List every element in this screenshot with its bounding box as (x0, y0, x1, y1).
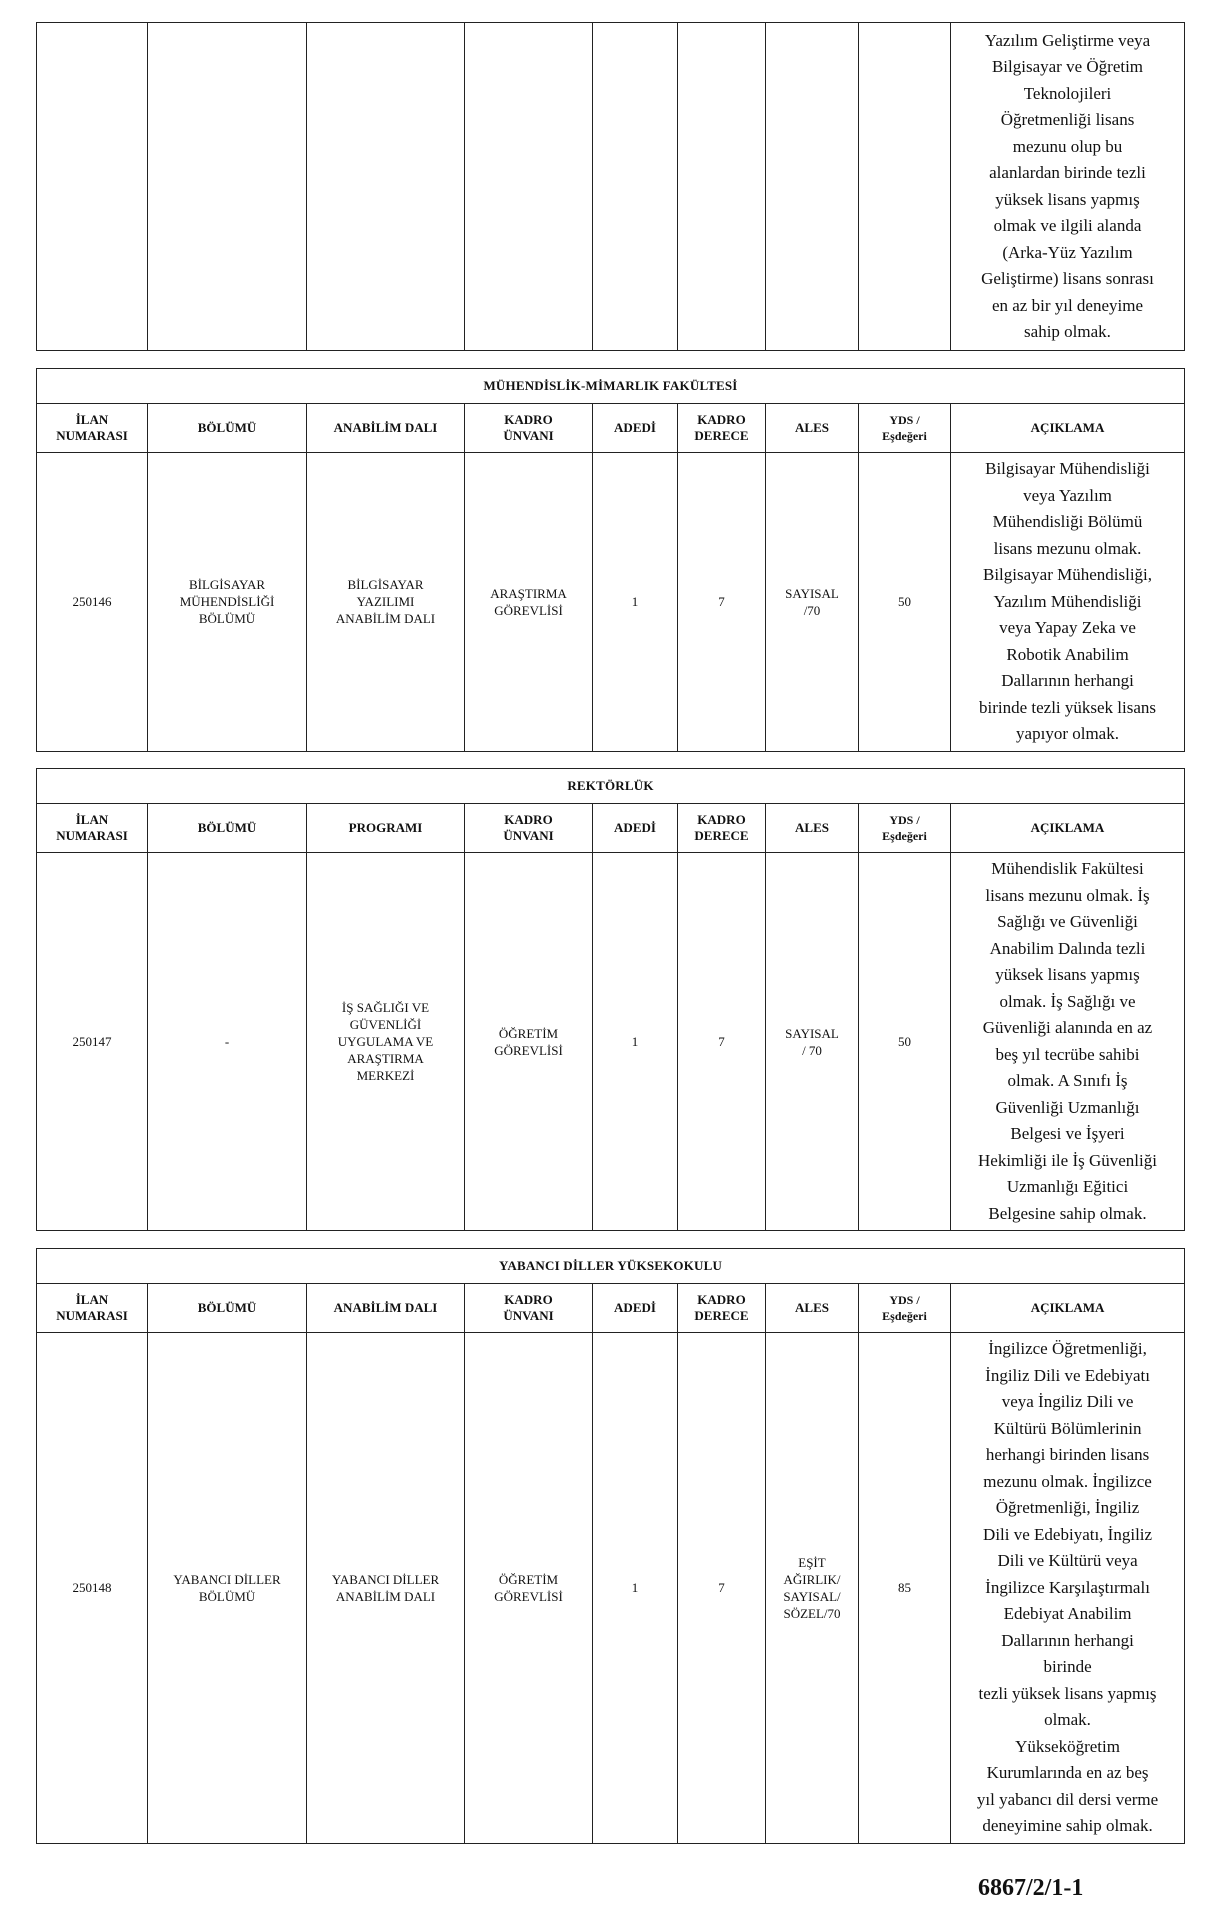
col-yds: YDS / Eşdeğeri (859, 404, 951, 453)
adedi-cell: 1 (593, 853, 678, 1231)
table-row (37, 853, 1185, 1231)
col-ales: ALES (766, 1284, 859, 1333)
section-title: YABANCI DİLLER YÜKSEKOKULU (37, 1249, 1185, 1284)
col-kadro-derece: KADRO DERECE (678, 804, 766, 853)
ilan-no-cell: 250147 (37, 853, 148, 1231)
ales-cell: EŞİT AĞIRLIK/ SAYISAL/ SÖZEL/70 (766, 1333, 859, 1844)
col-bolumu: BÖLÜMÜ (148, 404, 307, 453)
col-anabilim-dali: ANABİLİM DALI (307, 1284, 465, 1333)
col-bolumu: BÖLÜMÜ (148, 804, 307, 853)
ales-cell: SAYISAL / 70 (766, 853, 859, 1231)
col-yds: YDS / Eşdeğeri (859, 804, 951, 853)
col-ales: ALES (766, 404, 859, 453)
col-ilan-numarasi: İLAN NUMARASI (37, 404, 148, 453)
kadro-derece-cell (678, 23, 766, 351)
yds-cell: 50 (859, 853, 951, 1231)
header-row (37, 404, 1185, 453)
col-kadro-derece: KADRO DERECE (678, 1284, 766, 1333)
anabilim-cell: BİLGİSAYAR YAZILIMI ANABİLİM DALI (307, 453, 465, 752)
section-rektorluk (36, 768, 1184, 1231)
col-adedi: ADEDİ (593, 1284, 678, 1333)
col-kadro-unvani: KADRO ÜNVANI (465, 404, 593, 453)
col-kadro-unvani: KADRO ÜNVANI (465, 1284, 593, 1333)
header-row (37, 804, 1185, 853)
ilan-no-cell: 250148 (37, 1333, 148, 1844)
header-row (37, 1284, 1185, 1333)
ilan-no-cell (37, 23, 148, 351)
continuation-table (36, 22, 1184, 351)
section-yabanci-diller (36, 1248, 1184, 1844)
col-aciklama: AÇIKLAMA (951, 404, 1185, 453)
col-yds: YDS / Eşdeğeri (859, 1284, 951, 1333)
kadro-derece-cell: 7 (678, 1333, 766, 1844)
bolum-cell: - (148, 853, 307, 1231)
section-title: MÜHENDİSLİK-MİMARLIK FAKÜLTESİ (37, 369, 1185, 404)
yds-cell: 85 (859, 1333, 951, 1844)
col-kadro-derece: KADRO DERECE (678, 404, 766, 453)
col-aciklama: AÇIKLAMA (951, 804, 1185, 853)
ales-cell: SAYISAL /70 (766, 453, 859, 752)
anabilim-cell (307, 23, 465, 351)
adedi-cell (593, 23, 678, 351)
ilan-no-cell: 250146 (37, 453, 148, 752)
kadro-unvani-cell: ARAŞTIRMA GÖREVLİSİ (465, 453, 593, 752)
aciklama-cell: İngilizce Öğretmenliği, İngiliz Dili ve Edebiyatı veya İngiliz Dili ve Kültürü Bölümlerinin herhangi birinden lisans mezunu olmak. İngilizce Öğretmenliği, İngiliz Dili ve Edebiyatı, İngiliz Dili ve Kültürü veya İngilizce Karşılaştırmalı Edebiyat Anabilim Dallarının herhangi birinde tezli yüksek lisans yapmış olmak. Yükseköğretim Kurumlarında en az beş yıl yabancı dil dersi verme deneyimine sahip olmak. (951, 1333, 1185, 1844)
table-row (37, 453, 1185, 752)
col-programi: PROGRAMI (307, 804, 465, 853)
aciklama-cell: Mühendislik Fakültesi lisans mezunu olmak. İş Sağlığı ve Güvenliği Anabilim Dalında tezli yüksek lisans yapmış olmak. İş Sağlığı ve Güvenliği alanında en az beş yıl tecrübe sahibi olmak. A Sınıfı İş Güvenliği Uzmanlığı Belgesi ve İşyeri Hekimliği ile İş Güvenliği Uzmanlığı Eğitici Belgesine sahip olmak. (951, 853, 1185, 1231)
kadro-unvani-cell: ÖĞRETİM GÖREVLİSİ (465, 1333, 593, 1844)
col-adedi: ADEDİ (593, 804, 678, 853)
kadro-unvani-cell (465, 23, 593, 351)
col-anabilim-dali: ANABİLİM DALI (307, 404, 465, 453)
aciklama-cell: Yazılım Geliştirme veya Bilgisayar ve Öğretim Teknolojileri Öğretmenliği lisans mezunu olup bu alanlardan birinde tezli yüksek lisans yapmış olmak ve ilgili alanda (Arka-Yüz Yazılım Geliştirme) lisans sonrası en az bir yıl deneyime sahip olmak. (951, 23, 1185, 351)
table-row (37, 23, 1185, 351)
col-ilan-numarasi: İLAN NUMARASI (37, 804, 148, 853)
kadro-derece-cell: 7 (678, 853, 766, 1231)
bolum-cell: BİLGİSAYAR MÜHENDİSLİĞİ BÖLÜMÜ (148, 453, 307, 752)
table-row (37, 1333, 1185, 1844)
page-number: 6867/2/1-1 (978, 1875, 1084, 1901)
bolum-cell: YABANCI DİLLER BÖLÜMÜ (148, 1333, 307, 1844)
adedi-cell: 1 (593, 453, 678, 752)
yds-cell: 50 (859, 453, 951, 752)
col-ilan-numarasi: İLAN NUMARASI (37, 1284, 148, 1333)
yds-cell (859, 23, 951, 351)
kadro-derece-cell: 7 (678, 453, 766, 752)
col-aciklama: AÇIKLAMA (951, 1284, 1185, 1333)
adedi-cell: 1 (593, 1333, 678, 1844)
col-ales: ALES (766, 804, 859, 853)
program-cell: İŞ SAĞLIĞI VE GÜVENLİĞİ UYGULAMA VE ARAŞTIRMA MERKEZİ (307, 853, 465, 1231)
section-muhendislik (36, 368, 1184, 752)
col-adedi: ADEDİ (593, 404, 678, 453)
col-bolumu: BÖLÜMÜ (148, 1284, 307, 1333)
aciklama-cell: Bilgisayar Mühendisliği veya Yazılım Mühendisliği Bölümü lisans mezunu olmak. Bilgisayar Mühendisliği, Yazılım Mühendisliği veya Yapay Zeka ve Robotik Anabilim Dallarının herhangi birinde tezli yüksek lisans yapıyor olmak. (951, 453, 1185, 752)
anabilim-cell: YABANCI DİLLER ANABİLİM DALI (307, 1333, 465, 1844)
section-title: REKTÖRLÜK (37, 769, 1185, 804)
kadro-unvani-cell: ÖĞRETİM GÖREVLİSİ (465, 853, 593, 1231)
col-kadro-unvani: KADRO ÜNVANI (465, 804, 593, 853)
bolum-cell (148, 23, 307, 351)
ales-cell (766, 23, 859, 351)
